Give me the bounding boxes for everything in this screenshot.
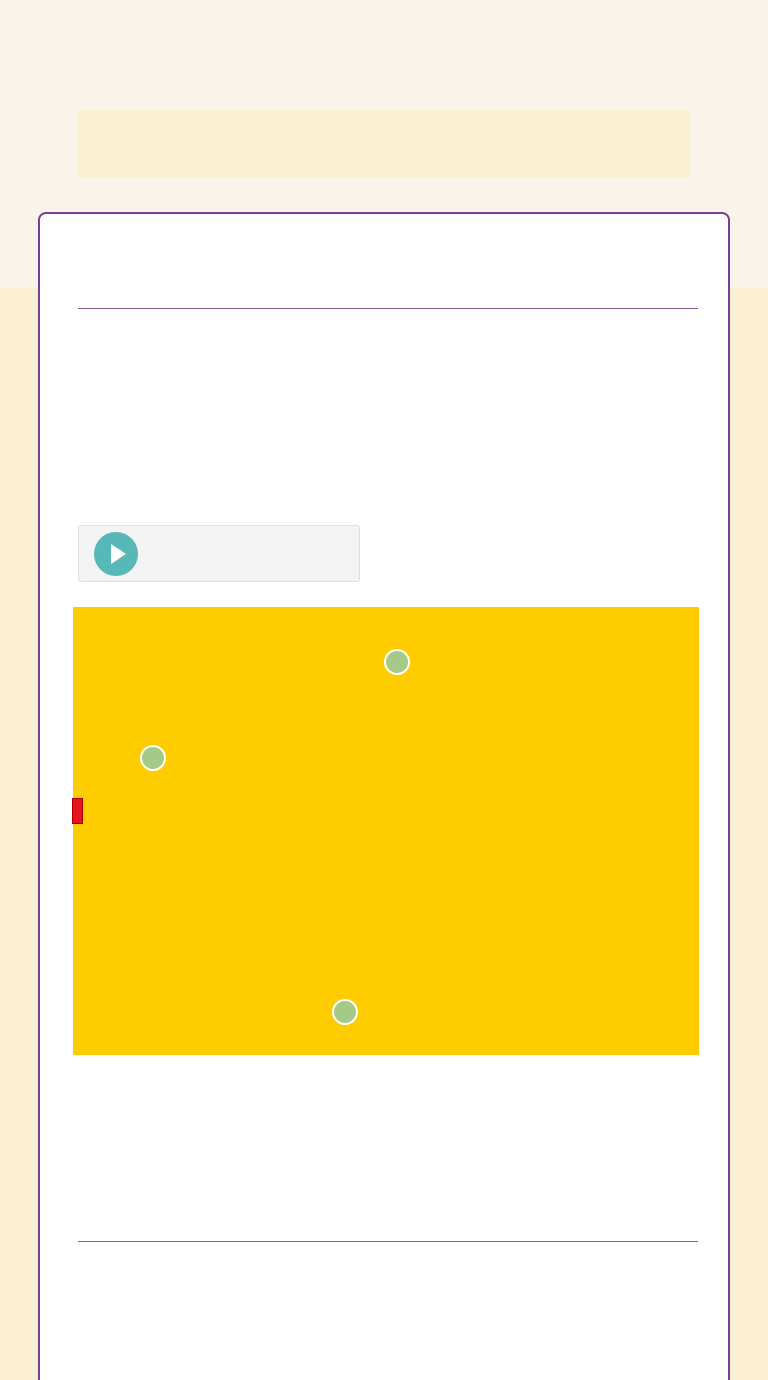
listen-instructions-button[interactable] — [78, 525, 360, 582]
worksheet-card — [38, 212, 730, 1380]
question-1-prompt — [78, 298, 698, 309]
page-title-band — [78, 110, 690, 178]
drop-target-title[interactable] — [385, 650, 409, 674]
drag-handle-marker[interactable] — [72, 798, 83, 824]
question-2-prompt — [78, 1231, 698, 1242]
drop-target-key[interactable] — [333, 1000, 357, 1024]
pictograph-background — [73, 607, 699, 1055]
play-icon — [94, 532, 138, 576]
pictograph-image — [73, 607, 699, 1055]
drop-target-labels[interactable] — [141, 746, 165, 770]
